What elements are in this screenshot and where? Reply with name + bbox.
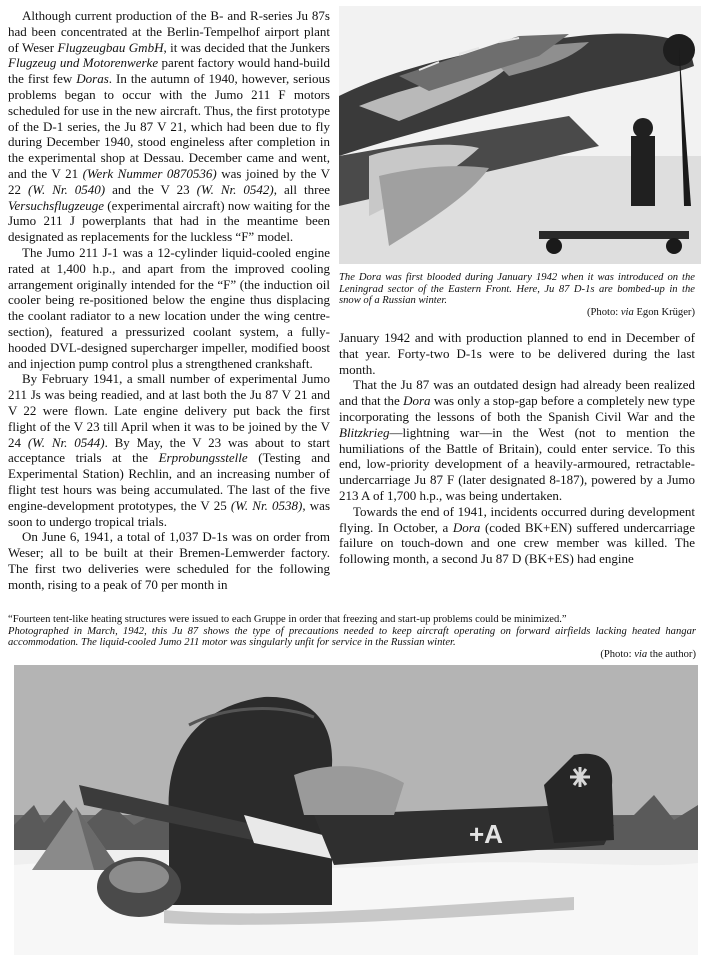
photo-bottom-caption: [8, 614, 696, 660]
text-run: (Testing and Experimental Station) Rechlin, and an increasing number of flight test hours was being accumulated. The last of the five engine-development prototypes, the V 25: [8, 450, 330, 513]
italic-run: (W. Nr. 0538): [230, 497, 303, 513]
italic-run: (W. Nr. 0544): [27, 434, 105, 450]
paragraph: [8, 371, 330, 529]
paragraph: [8, 529, 330, 592]
text-run: . In the autumn of 1940, however, serious problems began to occur with the Jumo 211 F motors scheduled for use in the new aircraft. Thus, the first prototype of the D-1 series, the Ju 87 V 21, which had been due to fly during December 1940, stood engineless after completion in the experimental shop at Dessau. December came and went, and the V 21: [8, 71, 330, 181]
photo-top-drawing: [339, 6, 701, 264]
italic-run: (W. Nr. 0542): [196, 181, 274, 197]
italic-run: Blitzkrieg: [339, 424, 390, 440]
paragraph: [339, 377, 695, 503]
text-run: (coded BK+EN) suffered undercarriage failure on touch-down and one crew member was killed. The following month, a second Ju 87 D (BK+ES) had engine: [339, 519, 695, 567]
text-run: parent factory would hand-build the first few: [8, 55, 330, 87]
caption-text: The Dora was first blooded during January 1942 when it was introduced on the Leningrad sector of the Eastern Front. Here, Ju 87 D-1s are bombed-up in the snow of a Russian winter.: [339, 272, 695, 307]
italic-run: Flugzeugbau GmbH: [57, 39, 164, 55]
italic-run: Doras: [76, 71, 109, 87]
text-run: . By May, the V 23 was about to start acceptance trials at the: [8, 434, 330, 466]
paragraph: [339, 330, 695, 377]
text-run: That the Ju 87 was an outdated design had already been realized and that the: [339, 377, 695, 409]
paragraph: [8, 245, 330, 371]
text-run: On June 6, 1941, a total of 1,037 D-1s was on order from Weser; all to be built at their Bremen-Lemwerder factory. The first two deliveries were scheduled for the following month, rising to a peak of 70 per month in: [8, 529, 330, 592]
paragraph: [339, 504, 695, 567]
text-run: By February 1941, a small number of experimental Jumo 211 Js was being readied, and at last both the Ju 87 V 21 and V 22 were flown. Late engine delivery put back the first flight of the V 23 till April when it was to be joined by the V 24: [8, 371, 330, 450]
text-run: , all three: [273, 181, 330, 197]
text-run: and the V 23: [105, 181, 197, 197]
photo-ju87-winter-heating-tent: [14, 665, 698, 955]
italic-run: Erprobungsstelle: [158, 450, 248, 466]
photo-bottom-drawing: [14, 665, 698, 955]
text-run: January 1942 and with production planned to end in December of that year. Forty-two D-1s were to be delivered during the last month.: [339, 330, 695, 377]
text-run: , it was decided that the Junkers: [163, 39, 330, 55]
text-run: (experimental aircraft) now waiting for the Jumo 211 J powerplants that had in the meantime been designated as replacements for the luckless “F” model.: [8, 197, 331, 245]
photo-top-caption: [339, 272, 695, 318]
photo-credit: (Photo: via the author): [600, 648, 696, 660]
right-text-column: [339, 330, 695, 567]
fuselage-code: +A: [469, 819, 503, 849]
italic-run: Dora: [452, 519, 481, 535]
italic-run: (W. Nr. 0540): [28, 181, 106, 197]
photo-ju87-snow-bombing-up: [339, 6, 701, 264]
photo-credit: (Photo: via Egon Krüger): [586, 306, 695, 318]
italic-run: Dora: [403, 393, 431, 409]
italic-run: (Werk Nummer 0870536): [82, 165, 217, 181]
text-run: , was soon to undergo tropical trials.: [8, 497, 330, 529]
text-run: was joined by the V 22: [8, 165, 330, 197]
text-run: —lightning war—in the West (not to mention the humiliations of the Battle of Britain), could enter service. To this end, low-priority development of a heavily-armoured, retractable-undercarriage Ju 87 F (later designated 8-187), powered by a Jumo 213 A of 1,700 h.p., was being undertaken.: [339, 424, 695, 503]
caption-text: Photographed in March, 1942, this Ju 87 shows the type of precautions needed to keep aircraft operating on forward airfields lacking heated hangar accommodation. The liquid-cooled Jumo 211 motor was singularly unfit for service in the Russian winter.: [8, 625, 696, 649]
left-text-column: [8, 8, 330, 592]
text-run: Towards the end of 1941, incidents occurred during development flying. In October, a: [339, 503, 695, 535]
text-run: Although current production of the B- and R-series Ju 87s had been concentrated at the Berlin-Tempelhof airport plant of Weser: [8, 8, 330, 55]
text-run: The Jumo 211 J-1 was a 12-cylinder liquid-cooled engine rated at 1,400 h.p., and apart from the improved cooling arrangement originally intended for the “F” (the induction oil cooler being re-positioned below the engine thus displacing the coolant radiator to a new location under the wing centre-section), featured a pressurized coolant system, a fully-hooded DVL-designed supercharger impeller, modified boost and injection pump control plus a strengthened crankshaft.: [8, 244, 330, 371]
caption-quote: “Fourteen tent-like heating structures were issued to each Gruppe in order that freezing and start-up problems could be minimized.”: [8, 614, 567, 625]
paragraph: [8, 8, 330, 245]
italic-run: Flugzeug und Motorenwerke: [8, 55, 159, 71]
text-run: was only a stop-gap before a completely new type incorporating the lessons of both the Spanish Civil War and the: [339, 393, 695, 424]
italic-run: Versuchsflugzeuge: [8, 197, 105, 213]
